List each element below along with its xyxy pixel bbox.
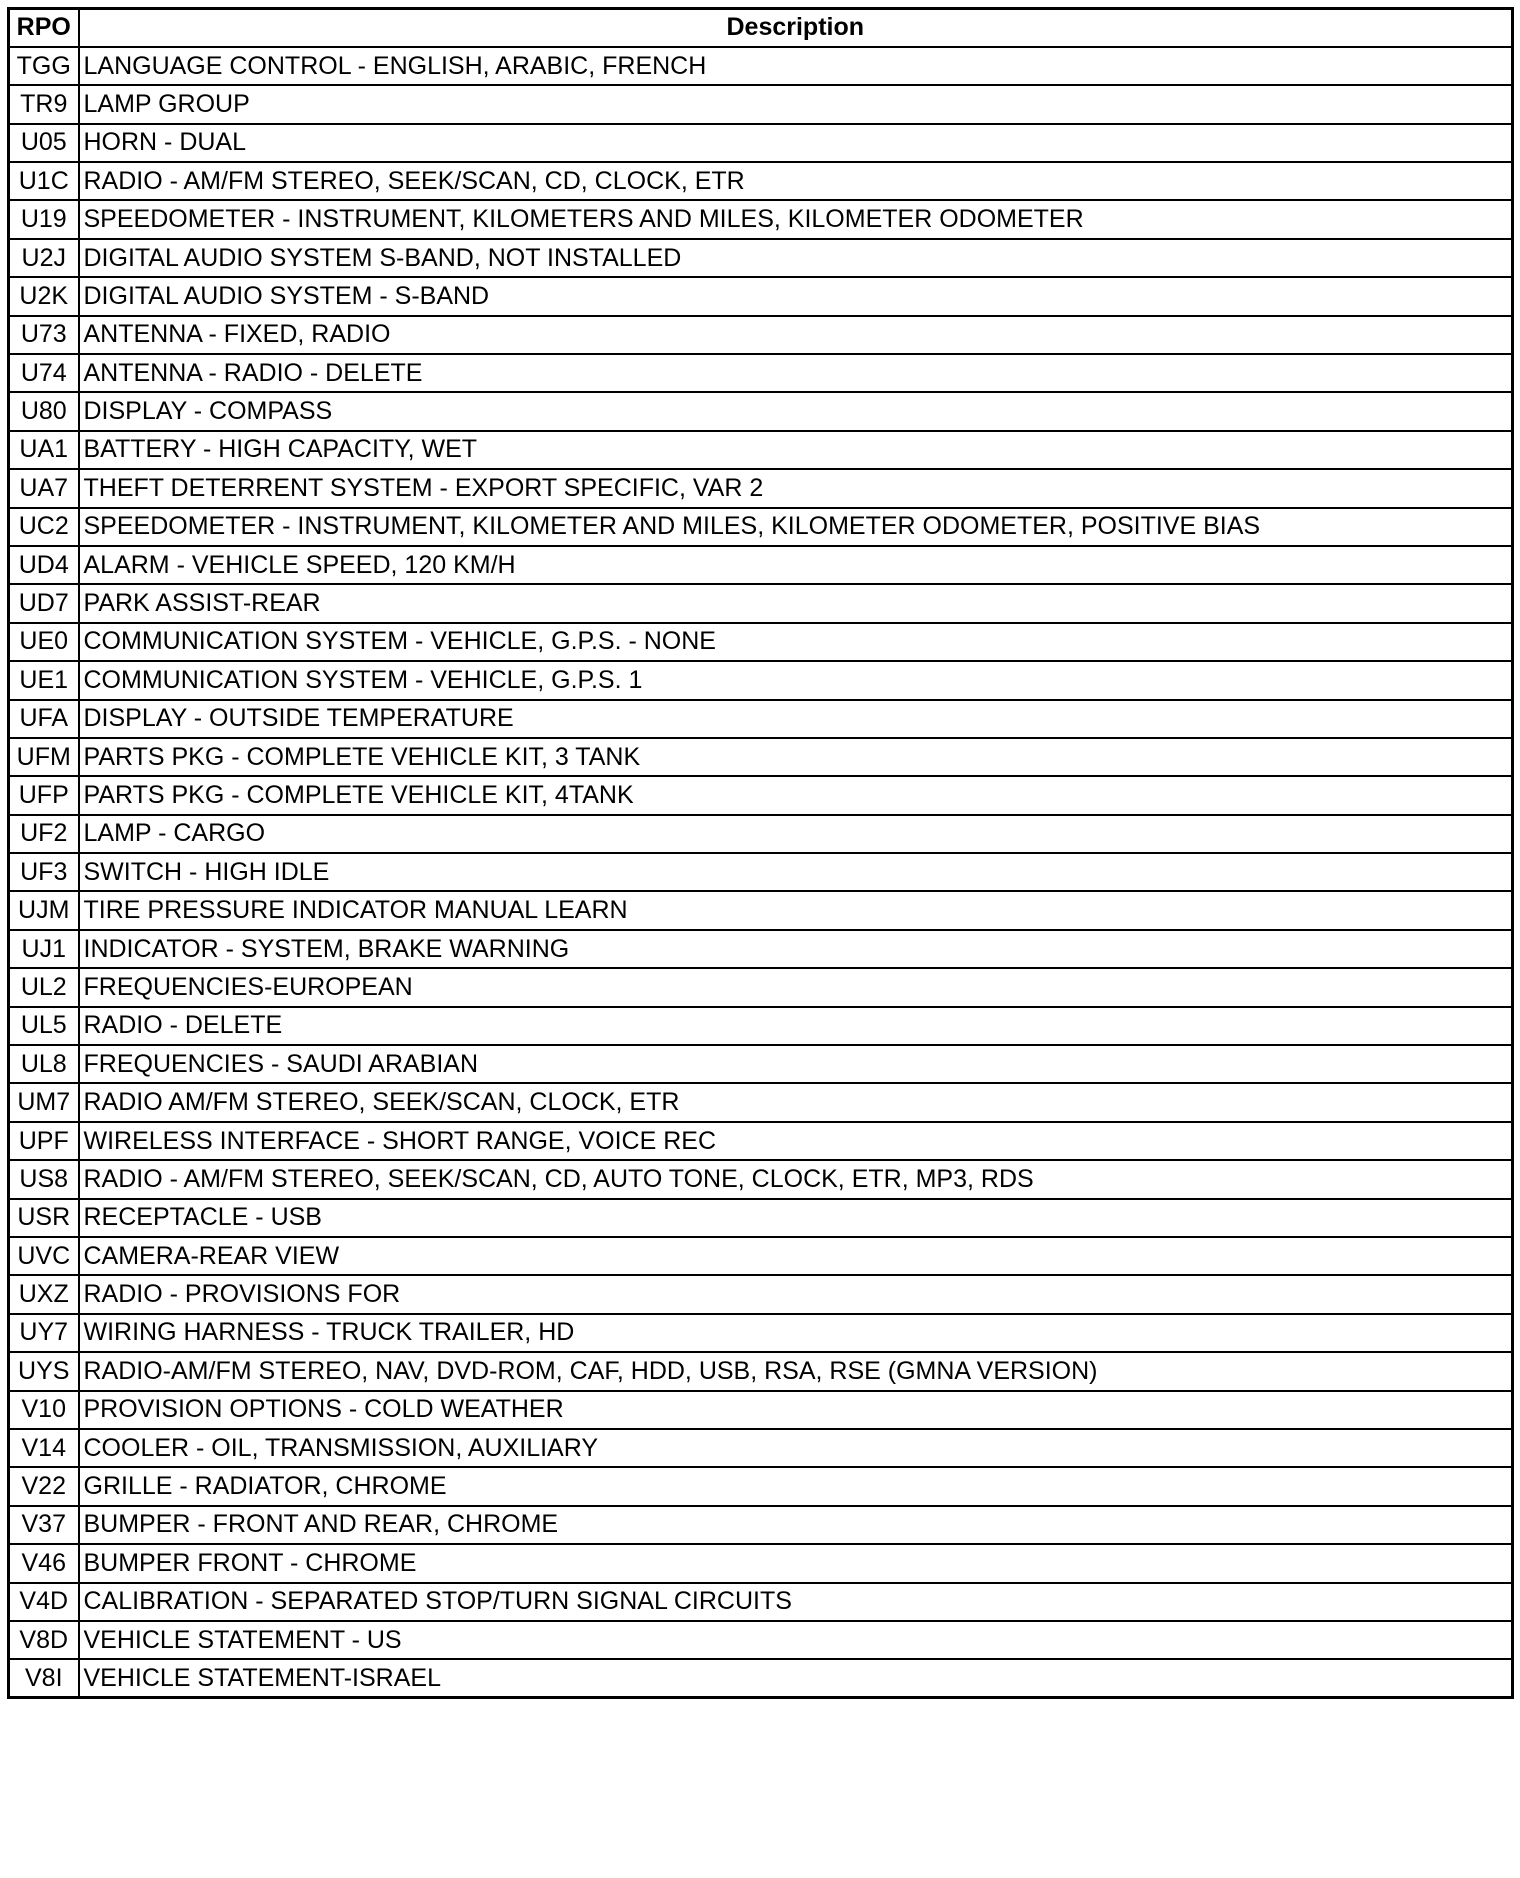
- description-cell: ANTENNA - FIXED, RADIO: [79, 316, 1513, 354]
- rpo-code-cell: U2J: [9, 239, 79, 277]
- rpo-code-cell: USR: [9, 1199, 79, 1237]
- rpo-code-cell: UXZ: [9, 1275, 79, 1313]
- description-cell: LAMP GROUP: [79, 85, 1513, 123]
- table-row: [9, 85, 1513, 123]
- table-header: [9, 9, 1513, 47]
- description-cell: PARK ASSIST-REAR: [79, 584, 1513, 622]
- table-row: [9, 277, 1513, 315]
- table-row: [9, 1045, 1513, 1083]
- rpo-code-cell: V8D: [9, 1621, 79, 1659]
- description-cell: CALIBRATION - SEPARATED STOP/TURN SIGNAL CIRCUITS: [79, 1583, 1513, 1621]
- description-cell: RADIO - AM/FM STEREO, SEEK/SCAN, CD, CLOCK, ETR: [79, 162, 1513, 200]
- table-row: [9, 661, 1513, 699]
- rpo-code-cell: UA7: [9, 469, 79, 507]
- description-cell: CAMERA-REAR VIEW: [79, 1237, 1513, 1275]
- table-row: [9, 930, 1513, 968]
- table-row: [9, 1122, 1513, 1160]
- table-row: [9, 1467, 1513, 1505]
- description-cell: DISPLAY - COMPASS: [79, 392, 1513, 430]
- table-row: [9, 1583, 1513, 1621]
- description-cell: INDICATOR - SYSTEM, BRAKE WARNING: [79, 930, 1513, 968]
- table-row: [9, 738, 1513, 776]
- rpo-code-cell: UJ1: [9, 930, 79, 968]
- description-cell: RADIO AM/FM STEREO, SEEK/SCAN, CLOCK, ETR: [79, 1083, 1513, 1121]
- description-cell: VEHICLE STATEMENT-ISRAEL: [79, 1659, 1513, 1697]
- rpo-code-cell: UE0: [9, 623, 79, 661]
- rpo-code-cell: UFP: [9, 776, 79, 814]
- rpo-code-cell: V46: [9, 1544, 79, 1582]
- table-row: [9, 1352, 1513, 1390]
- table-row: [9, 431, 1513, 469]
- description-cell: DIGITAL AUDIO SYSTEM S-BAND, NOT INSTALLED: [79, 239, 1513, 277]
- rpo-code-cell: UF2: [9, 815, 79, 853]
- table-row: [9, 469, 1513, 507]
- rpo-code-cell: V37: [9, 1506, 79, 1544]
- rpo-code-cell: UD4: [9, 546, 79, 584]
- rpo-code-cell: UPF: [9, 1122, 79, 1160]
- rpo-code-cell: US8: [9, 1160, 79, 1198]
- table-row: [9, 891, 1513, 929]
- description-cell: LAMP - CARGO: [79, 815, 1513, 853]
- table-row: [9, 354, 1513, 392]
- rpo-code-cell: U19: [9, 200, 79, 238]
- table-row: [9, 584, 1513, 622]
- table-row: [9, 700, 1513, 738]
- description-cell: RECEPTACLE - USB: [79, 1199, 1513, 1237]
- table-row: [9, 508, 1513, 546]
- description-cell: PARTS PKG - COMPLETE VEHICLE KIT, 4TANK: [79, 776, 1513, 814]
- description-cell: FREQUENCIES - SAUDI ARABIAN: [79, 1045, 1513, 1083]
- table-row: [9, 316, 1513, 354]
- table-row: [9, 200, 1513, 238]
- description-cell: BATTERY - HIGH CAPACITY, WET: [79, 431, 1513, 469]
- description-cell: COMMUNICATION SYSTEM - VEHICLE, G.P.S. - NONE: [79, 623, 1513, 661]
- rpo-code-cell: V8I: [9, 1659, 79, 1697]
- rpo-code-cell: U80: [9, 392, 79, 430]
- description-cell: WIRING HARNESS - TRUCK TRAILER, HD: [79, 1314, 1513, 1352]
- rpo-code-cell: TR9: [9, 85, 79, 123]
- rpo-code-cell: TGG: [9, 47, 79, 85]
- rpo-code-cell: UL5: [9, 1007, 79, 1045]
- table-row: [9, 968, 1513, 1006]
- rpo-code-cell: UF3: [9, 853, 79, 891]
- table-row: [9, 1429, 1513, 1467]
- description-cell: SPEEDOMETER - INSTRUMENT, KILOMETER AND MILES, KILOMETER ODOMETER, POSITIVE BIAS: [79, 508, 1513, 546]
- rpo-code-cell: UYS: [9, 1352, 79, 1390]
- description-cell: FREQUENCIES-EUROPEAN: [79, 968, 1513, 1006]
- description-cell: WIRELESS INTERFACE - SHORT RANGE, VOICE REC: [79, 1122, 1513, 1160]
- table-row: [9, 1199, 1513, 1237]
- rpo-table: [7, 7, 1514, 1699]
- table-row: [9, 47, 1513, 85]
- table-row: [9, 1506, 1513, 1544]
- table-row: [9, 162, 1513, 200]
- description-cell: PROVISION OPTIONS - COLD WEATHER: [79, 1391, 1513, 1429]
- rpo-code-cell: U05: [9, 124, 79, 162]
- table-row: [9, 1237, 1513, 1275]
- table-row: [9, 815, 1513, 853]
- table-row: [9, 546, 1513, 584]
- description-cell: PARTS PKG - COMPLETE VEHICLE KIT, 3 TANK: [79, 738, 1513, 776]
- rpo-code-cell: UY7: [9, 1314, 79, 1352]
- rpo-code-cell: UE1: [9, 661, 79, 699]
- rpo-code-cell: UM7: [9, 1083, 79, 1121]
- description-cell: BUMPER - FRONT AND REAR, CHROME: [79, 1506, 1513, 1544]
- description-cell: RADIO - AM/FM STEREO, SEEK/SCAN, CD, AUTO TONE, CLOCK, ETR, MP3, RDS: [79, 1160, 1513, 1198]
- rpo-code-cell: UVC: [9, 1237, 79, 1275]
- description-cell: ANTENNA - RADIO - DELETE: [79, 354, 1513, 392]
- rpo-code-cell: UL8: [9, 1045, 79, 1083]
- rpo-code-cell: UJM: [9, 891, 79, 929]
- rpo-code-cell: UFA: [9, 700, 79, 738]
- description-cell: THEFT DETERRENT SYSTEM - EXPORT SPECIFIC, VAR 2: [79, 469, 1513, 507]
- table-row: [9, 776, 1513, 814]
- table-row: [9, 623, 1513, 661]
- rpo-code-cell: V14: [9, 1429, 79, 1467]
- rpo-code-cell: U2K: [9, 277, 79, 315]
- description-cell: COOLER - OIL, TRANSMISSION, AUXILIARY: [79, 1429, 1513, 1467]
- table-body: [9, 47, 1513, 1698]
- rpo-code-cell: UFM: [9, 738, 79, 776]
- description-cell: SPEEDOMETER - INSTRUMENT, KILOMETERS AND MILES, KILOMETER ODOMETER: [79, 200, 1513, 238]
- description-cell: COMMUNICATION SYSTEM - VEHICLE, G.P.S. 1: [79, 661, 1513, 699]
- rpo-code-cell: U73: [9, 316, 79, 354]
- description-cell: BUMPER FRONT - CHROME: [79, 1544, 1513, 1582]
- description-cell: VEHICLE STATEMENT - US: [79, 1621, 1513, 1659]
- table-row: [9, 1544, 1513, 1582]
- rpo-code-cell: UD7: [9, 584, 79, 622]
- table-row: [9, 1659, 1513, 1697]
- rpo-code-cell: V22: [9, 1467, 79, 1505]
- table-row: [9, 1160, 1513, 1198]
- rpo-code-cell: V10: [9, 1391, 79, 1429]
- description-cell: RADIO - PROVISIONS FOR: [79, 1275, 1513, 1313]
- table-row: [9, 1083, 1513, 1121]
- description-column-header: Description: [79, 9, 1513, 47]
- table-row: [9, 1621, 1513, 1659]
- rpo-code-cell: UA1: [9, 431, 79, 469]
- description-cell: LANGUAGE CONTROL - ENGLISH, ARABIC, FRENCH: [79, 47, 1513, 85]
- description-cell: GRILLE - RADIATOR, CHROME: [79, 1467, 1513, 1505]
- rpo-code-cell: U1C: [9, 162, 79, 200]
- table-row: [9, 853, 1513, 891]
- description-cell: RADIO - DELETE: [79, 1007, 1513, 1045]
- description-cell: ALARM - VEHICLE SPEED, 120 KM/H: [79, 546, 1513, 584]
- description-cell: SWITCH - HIGH IDLE: [79, 853, 1513, 891]
- description-cell: DIGITAL AUDIO SYSTEM - S-BAND: [79, 277, 1513, 315]
- table-row: [9, 1275, 1513, 1313]
- rpo-code-cell: UL2: [9, 968, 79, 1006]
- table-row: [9, 1007, 1513, 1045]
- description-cell: DISPLAY - OUTSIDE TEMPERATURE: [79, 700, 1513, 738]
- rpo-code-cell: U74: [9, 354, 79, 392]
- table-row: [9, 239, 1513, 277]
- description-cell: RADIO-AM/FM STEREO, NAV, DVD-ROM, CAF, HDD, USB, RSA, RSE (GMNA VERSION): [79, 1352, 1513, 1390]
- table-row: [9, 1391, 1513, 1429]
- table-row: [9, 392, 1513, 430]
- table-row: [9, 1314, 1513, 1352]
- rpo-code-cell: UC2: [9, 508, 79, 546]
- table-row: [9, 124, 1513, 162]
- description-cell: HORN - DUAL: [79, 124, 1513, 162]
- rpo-column-header: RPO: [9, 9, 79, 47]
- rpo-code-cell: V4D: [9, 1583, 79, 1621]
- header-row: [9, 9, 1513, 47]
- description-cell: TIRE PRESSURE INDICATOR MANUAL LEARN: [79, 891, 1513, 929]
